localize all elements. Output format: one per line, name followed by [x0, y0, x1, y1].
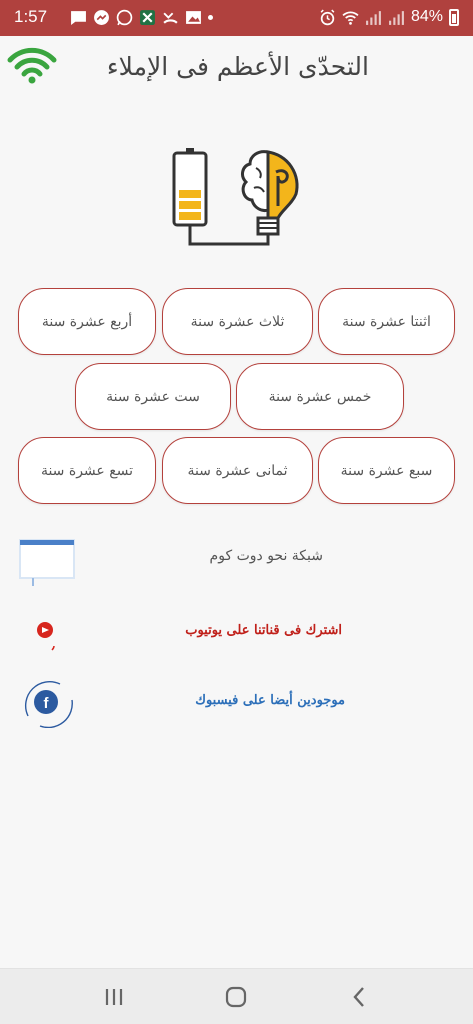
notification-icons — [70, 9, 213, 26]
brain-battery-illustration — [170, 146, 305, 254]
page-title: التحدّى الأعظم فى الإملاء — [106, 52, 369, 81]
facebook-icon[interactable] — [20, 680, 76, 728]
battery-percent: 84% — [410, 8, 443, 25]
message-icon — [70, 9, 87, 26]
age-15-button[interactable]: خمس عشرة سنة — [236, 363, 404, 430]
status-bar — [0, 0, 473, 36]
battery-icon — [449, 9, 459, 26]
site-link[interactable]: شبكة نحو دوت كوم — [209, 548, 323, 564]
website-thumbnail-icon[interactable] — [18, 538, 76, 586]
connection-wifi-icon[interactable] — [6, 46, 58, 86]
system-nav-bar — [0, 968, 473, 1024]
whatsapp-icon — [116, 9, 133, 26]
excel-icon — [139, 9, 156, 26]
age-18-button[interactable]: ثمانى عشرة سنة — [162, 437, 313, 504]
youtube-icon[interactable] — [32, 618, 62, 652]
age-14-button[interactable]: أربع عشرة سنة — [18, 288, 156, 355]
alarm-icon — [319, 9, 336, 26]
age-13-button[interactable]: ثلاث عشرة سنة — [162, 288, 313, 355]
age-12-button[interactable]: اثنتا عشرة سنة — [318, 288, 455, 355]
back-icon[interactable] — [346, 983, 374, 1011]
age-16-button[interactable]: ست عشرة سنة — [75, 363, 231, 430]
messenger-icon — [93, 9, 110, 26]
signal-icon — [365, 9, 382, 26]
age-19-button[interactable]: تسع عشرة سنة — [18, 437, 156, 504]
wifi-status-icon — [342, 9, 359, 26]
image-icon — [185, 9, 202, 26]
age-17-button[interactable]: سبع عشرة سنة — [318, 437, 455, 504]
signal-icon-2 — [388, 9, 405, 26]
youtube-link[interactable]: اشترك فى قناتنا على يوتيوب — [185, 623, 342, 638]
system-icons — [319, 8, 459, 26]
svg-text:f: f — [43, 695, 49, 712]
facebook-link[interactable]: موجودين أيضا على فيسبوك — [195, 693, 345, 708]
missed-call-icon — [162, 9, 179, 26]
status-time: 1:57 — [14, 7, 48, 26]
home-icon[interactable] — [222, 983, 250, 1011]
dot-icon — [208, 15, 213, 20]
recent-apps-icon[interactable] — [100, 983, 128, 1011]
